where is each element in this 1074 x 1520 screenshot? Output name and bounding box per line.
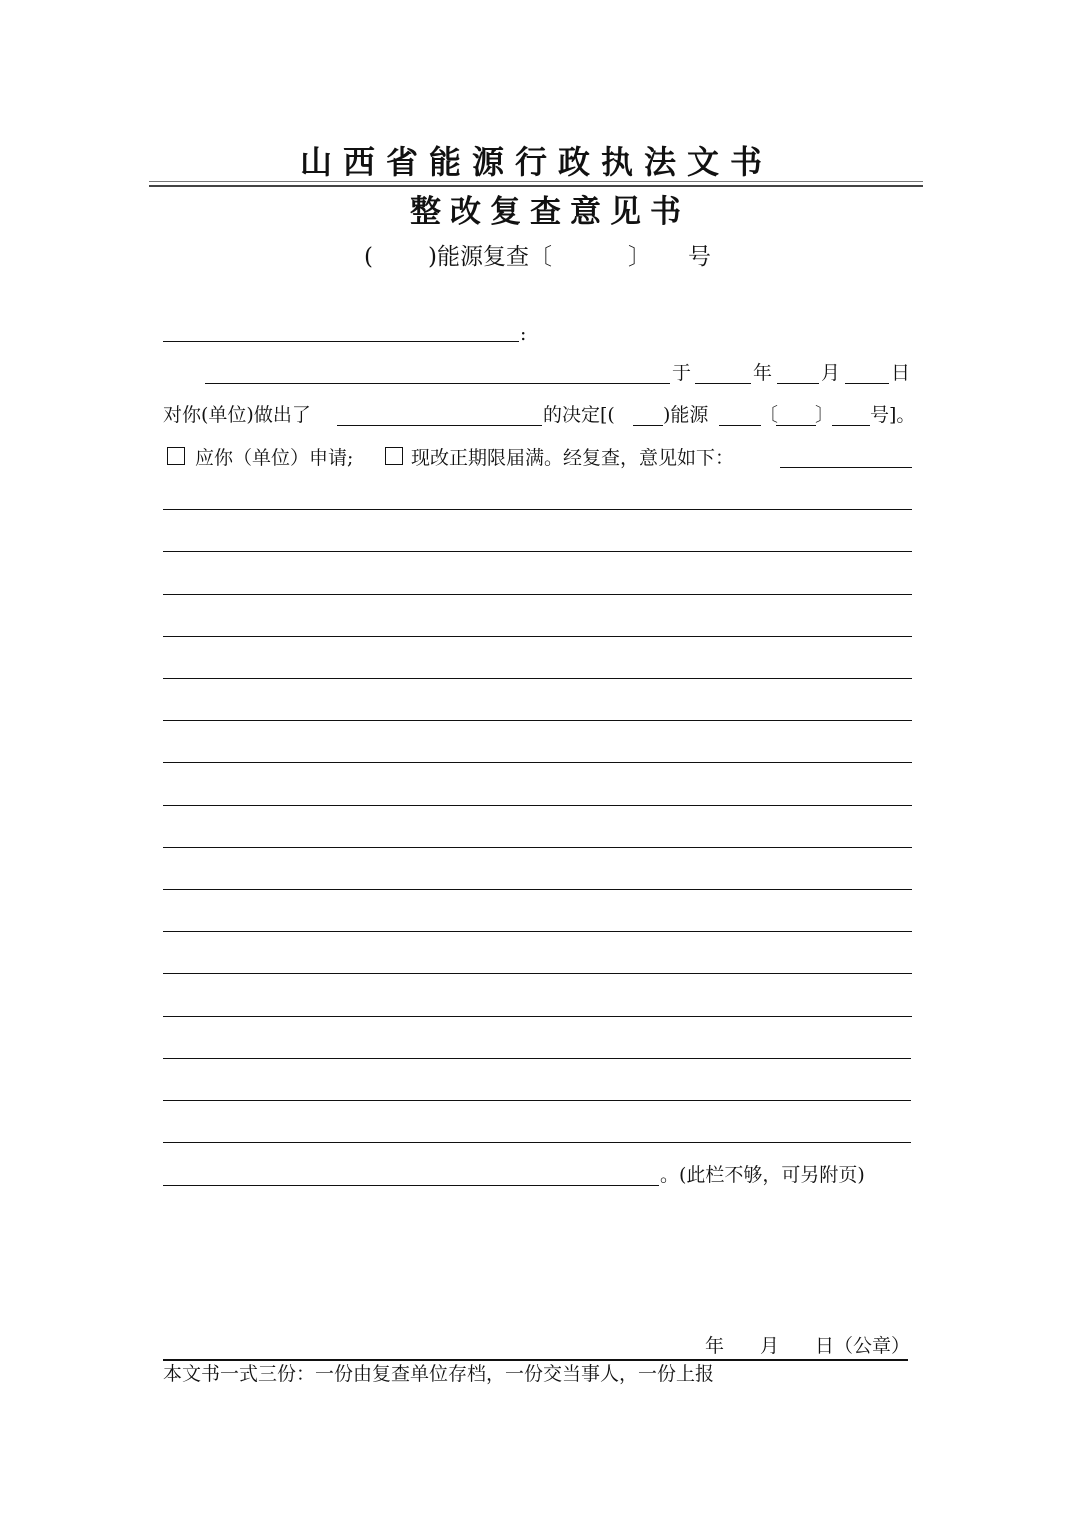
label-deadline-expired: 现改正期限届满。经复查，意见如下： bbox=[411, 447, 735, 469]
opinion-line[interactable] bbox=[163, 1016, 912, 1017]
opinion-first-line[interactable] bbox=[780, 467, 912, 468]
label-bracket-open: 〔 bbox=[759, 404, 779, 426]
day-field[interactable] bbox=[845, 383, 889, 384]
month-field[interactable] bbox=[777, 383, 819, 384]
label-application: 应你（单位）申请; bbox=[195, 447, 354, 469]
label-made-decision: 对你(单位)做出了 bbox=[163, 404, 311, 426]
opinion-line[interactable] bbox=[163, 847, 912, 848]
year-field[interactable] bbox=[695, 383, 751, 384]
opinion-line[interactable] bbox=[163, 973, 912, 974]
docno-close: 〕 bbox=[628, 244, 651, 270]
label-nengyuan: )能源 bbox=[663, 404, 709, 426]
opinion-line[interactable] bbox=[163, 594, 912, 595]
opinion-line[interactable] bbox=[163, 762, 912, 763]
opinion-line[interactable] bbox=[163, 805, 912, 806]
opinion-line[interactable] bbox=[163, 720, 912, 721]
label-hao: 号]。 bbox=[870, 404, 916, 426]
footer-month: 月 bbox=[760, 1335, 780, 1357]
footer-rule bbox=[163, 1359, 908, 1361]
decision-field[interactable] bbox=[337, 425, 542, 426]
docno-suffix: 号 bbox=[688, 244, 711, 270]
opinion-line[interactable] bbox=[163, 509, 912, 510]
opinion-line[interactable] bbox=[163, 1100, 911, 1101]
document-series-title: 山西省能源行政执法文书 bbox=[300, 143, 774, 181]
docno-mid: )能源复查〔 bbox=[428, 244, 552, 270]
header-rule-thin bbox=[149, 181, 923, 182]
label-decision-open: 的决定[( bbox=[543, 404, 615, 426]
header-rule-thick bbox=[149, 185, 923, 187]
attachment-note: 。(此栏不够，可另附页) bbox=[660, 1164, 865, 1186]
footer-day-seal: 日（公章） bbox=[815, 1335, 911, 1357]
decision-prefix-field[interactable] bbox=[633, 425, 663, 426]
deadline-expired-checkbox[interactable] bbox=[385, 447, 403, 465]
opinion-line[interactable] bbox=[163, 551, 912, 552]
decision-year-field[interactable] bbox=[776, 425, 816, 426]
opinion-line[interactable] bbox=[163, 678, 912, 679]
opinion-line[interactable] bbox=[163, 636, 912, 637]
label-month: 月 bbox=[821, 362, 841, 384]
label-day: 日 bbox=[891, 362, 911, 384]
recipient-colon: : bbox=[520, 323, 527, 345]
footer-year: 年 bbox=[705, 1335, 725, 1357]
party-field[interactable] bbox=[205, 383, 670, 384]
document-title: 整改复查意见书 bbox=[410, 194, 690, 230]
copies-note: 本文书一式三份：一份由复查单位存档，一份交当事人，一份上报 bbox=[163, 1363, 715, 1385]
label-year: 年 bbox=[753, 362, 773, 384]
label-bracket-close: 〕 bbox=[815, 404, 835, 426]
application-checkbox[interactable] bbox=[167, 447, 185, 465]
docno-open: ( bbox=[364, 244, 373, 270]
opinion-line[interactable] bbox=[163, 1142, 911, 1143]
decision-number-field[interactable] bbox=[832, 425, 870, 426]
decision-type-field[interactable] bbox=[719, 425, 761, 426]
opinion-line[interactable] bbox=[163, 889, 912, 890]
recipient-field[interactable] bbox=[163, 341, 519, 342]
opinion-line[interactable] bbox=[163, 1058, 911, 1059]
opinion-line[interactable] bbox=[163, 931, 912, 932]
opinion-last-line[interactable] bbox=[163, 1185, 659, 1186]
label-yu: 于 bbox=[672, 362, 692, 384]
